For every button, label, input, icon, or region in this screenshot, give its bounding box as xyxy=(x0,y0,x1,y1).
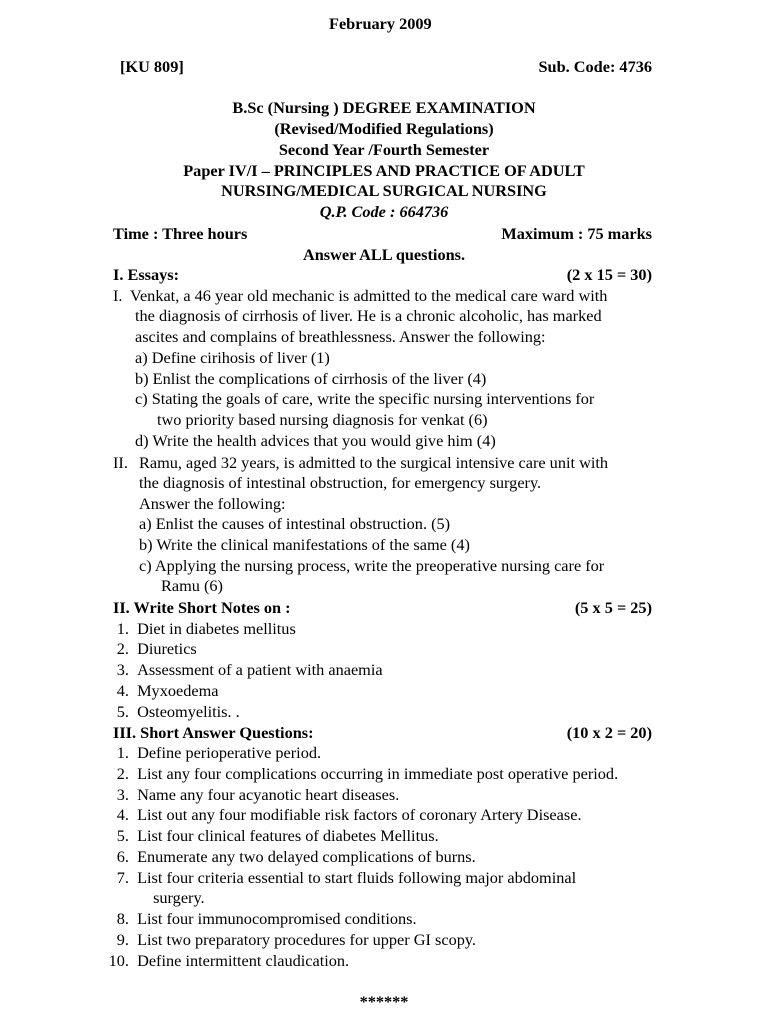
short-answer-item xyxy=(105,764,618,784)
short-note-text: Osteomyelitis. . xyxy=(137,702,240,721)
short-notes-heading: II. Write Short Notes on : xyxy=(113,598,291,617)
short-answer-number: 2. xyxy=(116,764,129,783)
short-answer-text: List out any four modifiable risk factors of coronary Artery Disease. xyxy=(137,805,582,824)
short-note-number: 3. xyxy=(116,660,129,679)
short-answer-item xyxy=(105,888,205,908)
essay-1-line: the diagnosis of cirrhosis of liver. He is a chronic alcoholic, has marked xyxy=(135,306,602,325)
short-answer-text: surgery. xyxy=(153,888,205,907)
essay-2-part: c) Applying the nursing process, write the preoperative nursing care for xyxy=(139,556,605,575)
essay-2-line: Answer the following: xyxy=(139,494,286,513)
qp-code: Q.P. Code : 664736 xyxy=(319,202,449,221)
short-answer-item xyxy=(105,951,349,971)
short-answer-item xyxy=(105,743,321,763)
short-note-number: 2. xyxy=(116,639,129,658)
short-note-text: Assessment of a patient with anaemia xyxy=(137,660,383,679)
short-notes-marks: (5 x 5 = 25) xyxy=(574,598,652,617)
short-note-number: 1. xyxy=(116,619,129,638)
paper-title-line2: NURSING/MEDICAL SURGICAL NURSING xyxy=(221,181,547,200)
essay-1-part: d) Write the health advices that you would give him (4) xyxy=(135,431,496,450)
essay-2-label: II. xyxy=(113,453,128,472)
short-answer-number: 10. xyxy=(108,951,129,970)
short-note-number: 5. xyxy=(116,702,129,721)
essay-2-part: Ramu (6) xyxy=(161,576,223,595)
ku-code: [KU 809] xyxy=(120,57,184,76)
essay-1-line: ascites and complains of breathlessness. Answer the following: xyxy=(135,327,546,346)
maximum-marks: Maximum : 75 marks xyxy=(501,224,652,243)
short-note-item xyxy=(113,619,296,639)
paper-title-line1: Paper IV/I – PRINCIPLES AND PRACTICE OF ADULT xyxy=(183,161,585,180)
short-answer-number: 5. xyxy=(116,826,129,845)
short-answer-item xyxy=(105,868,576,888)
semester: Second Year /Fourth Semester xyxy=(278,140,490,159)
short-answer-number: 8. xyxy=(116,909,129,928)
short-note-item xyxy=(113,660,383,680)
short-answer-text: List four immunocompromised conditions. xyxy=(137,909,417,928)
essay-2-line: Ramu, aged 32 years, is admitted to the surgical intensive care unit with xyxy=(139,453,609,472)
essay-1-part: c) Stating the goals of care, write the specific nursing interventions for xyxy=(135,389,595,408)
short-note-number: 4. xyxy=(116,681,129,700)
essays-marks: (2 x 15 = 30) xyxy=(566,265,652,284)
short-answer-text: Enumerate any two delayed complications of burns. xyxy=(137,847,476,866)
exam-date: February 2009 xyxy=(329,14,432,33)
short-answer-item xyxy=(105,826,439,846)
short-answer-text: Name any four acyanotic heart diseases. xyxy=(137,785,400,804)
short-answer-text: List four clinical features of diabetes Mellitus. xyxy=(137,826,439,845)
short-answer-number: 3. xyxy=(116,785,129,804)
short-answer-item xyxy=(105,785,399,805)
short-answer-item xyxy=(105,805,582,825)
short-note-text: Myxoedema xyxy=(137,681,219,700)
essays-heading: I. Essays: xyxy=(113,265,180,284)
short-answer-text: List two preparatory procedures for upper GI scopy. xyxy=(137,930,477,949)
regulations: (Revised/Modified Regulations) xyxy=(274,119,494,138)
short-answer-number: 9. xyxy=(116,930,129,949)
essay-2-part: a) Enlist the causes of intestinal obstruction. (5) xyxy=(139,514,451,533)
short-answer-text: Define perioperative period. xyxy=(137,743,322,762)
sub-code: Sub. Code: 4736 xyxy=(538,57,652,76)
short-answer-number: 7. xyxy=(116,868,129,887)
short-note-item xyxy=(113,639,197,659)
short-note-text: Diuretics xyxy=(137,639,197,658)
short-answer-number: 6. xyxy=(116,847,129,866)
degree-title: B.Sc (Nursing ) DEGREE EXAMINATION xyxy=(232,98,536,117)
short-answer-text: List four criteria essential to start fluids following major abdominal xyxy=(137,868,577,887)
short-note-text: Diet in diabetes mellitus xyxy=(137,619,296,638)
short-answer-text: Define intermittent claudication. xyxy=(137,951,350,970)
short-note-item xyxy=(113,702,240,722)
essay-1-part: b) Enlist the complications of cirrhosis of the liver (4) xyxy=(135,369,487,388)
end-mark: ****** xyxy=(359,992,409,1011)
short-note-item xyxy=(113,681,218,701)
short-answer-item xyxy=(105,847,476,867)
short-answer-number: 1. xyxy=(116,743,129,762)
essay-2-line: the diagnosis of intestinal obstruction, for emergency surgery. xyxy=(139,473,542,492)
instruction: Answer ALL questions. xyxy=(302,245,466,264)
essay-2-part: b) Write the clinical manifestations of the same (4) xyxy=(139,535,470,554)
essay-1-part: a) Define cirihosis of liver (1) xyxy=(135,348,330,367)
short-answer-text: List any four complications occurring in immediate post operative period. xyxy=(137,764,619,783)
short-answers-heading: III. Short Answer Questions: xyxy=(113,723,314,742)
short-answer-item xyxy=(105,930,476,950)
essay-1-label: I. xyxy=(113,286,123,305)
essay-1-part: two priority based nursing diagnosis for venkat (6) xyxy=(157,410,488,429)
short-answer-item xyxy=(105,909,417,929)
short-answers-marks: (10 x 2 = 20) xyxy=(566,723,652,742)
time-allowed: Time : Three hours xyxy=(113,224,248,243)
essay-1-line: Venkat, a 46 year old mechanic is admitted to the medical care ward with xyxy=(130,286,608,305)
short-answer-number: 4. xyxy=(116,805,129,824)
